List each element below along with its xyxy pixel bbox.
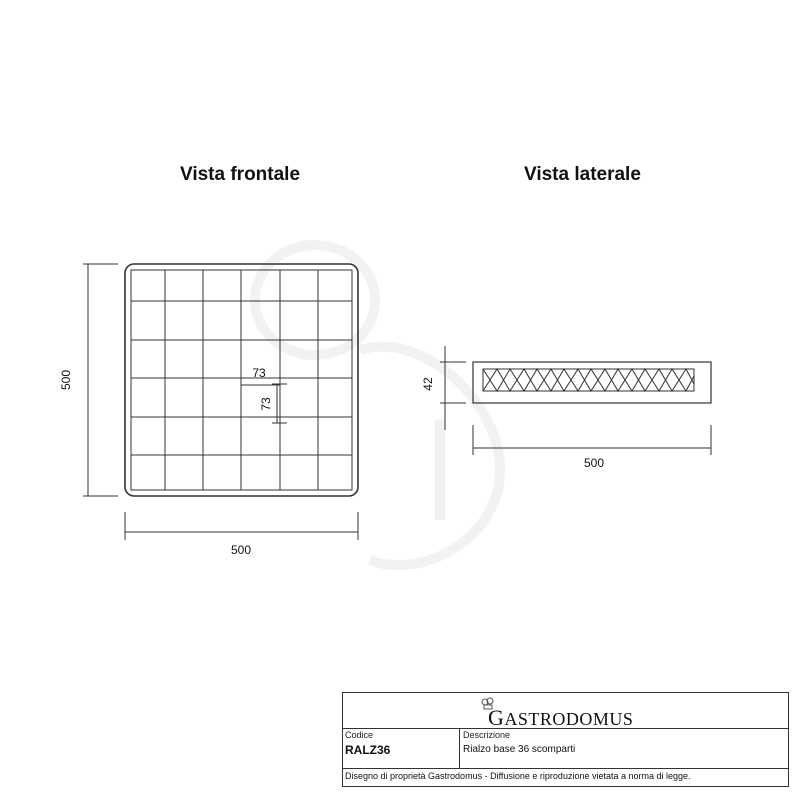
side-view-title: Vista laterale — [524, 164, 641, 185]
description-value: Rialzo base 36 scomparti — [463, 744, 576, 755]
title-block — [342, 692, 789, 787]
front-height-dimension — [83, 264, 118, 496]
title-block-divider-vertical — [459, 729, 460, 768]
cell-width-label: 73 — [252, 366, 266, 380]
brand-rest: ASTRODOMUS — [504, 709, 634, 729]
cell-height-label: 73 — [259, 397, 273, 411]
title-block-divider-horizontal — [343, 768, 788, 769]
front-view-title: Vista frontale — [180, 164, 301, 185]
title-block-brand-row — [343, 693, 788, 729]
code-label: Codice — [345, 730, 374, 740]
side-width-label: 500 — [583, 456, 605, 470]
brand-initial: G — [488, 705, 505, 730]
watermark-logo — [255, 245, 500, 565]
side-height-label: 42 — [421, 377, 435, 391]
brand-name — [488, 705, 633, 731]
code-value: RALZ36 — [345, 743, 391, 757]
front-height-label: 500 — [59, 369, 73, 391]
side-outer-frame — [473, 362, 711, 403]
side-view — [473, 362, 711, 403]
footer-note: Disegno di proprietà Gastrodomus - Diffusione e riproduzione vietata a norma di legge. — [345, 771, 691, 781]
front-width-label: 500 — [230, 543, 252, 557]
description-label: Descrizione — [463, 730, 511, 740]
side-width-dimension — [473, 425, 711, 455]
front-width-dimension — [125, 512, 358, 540]
